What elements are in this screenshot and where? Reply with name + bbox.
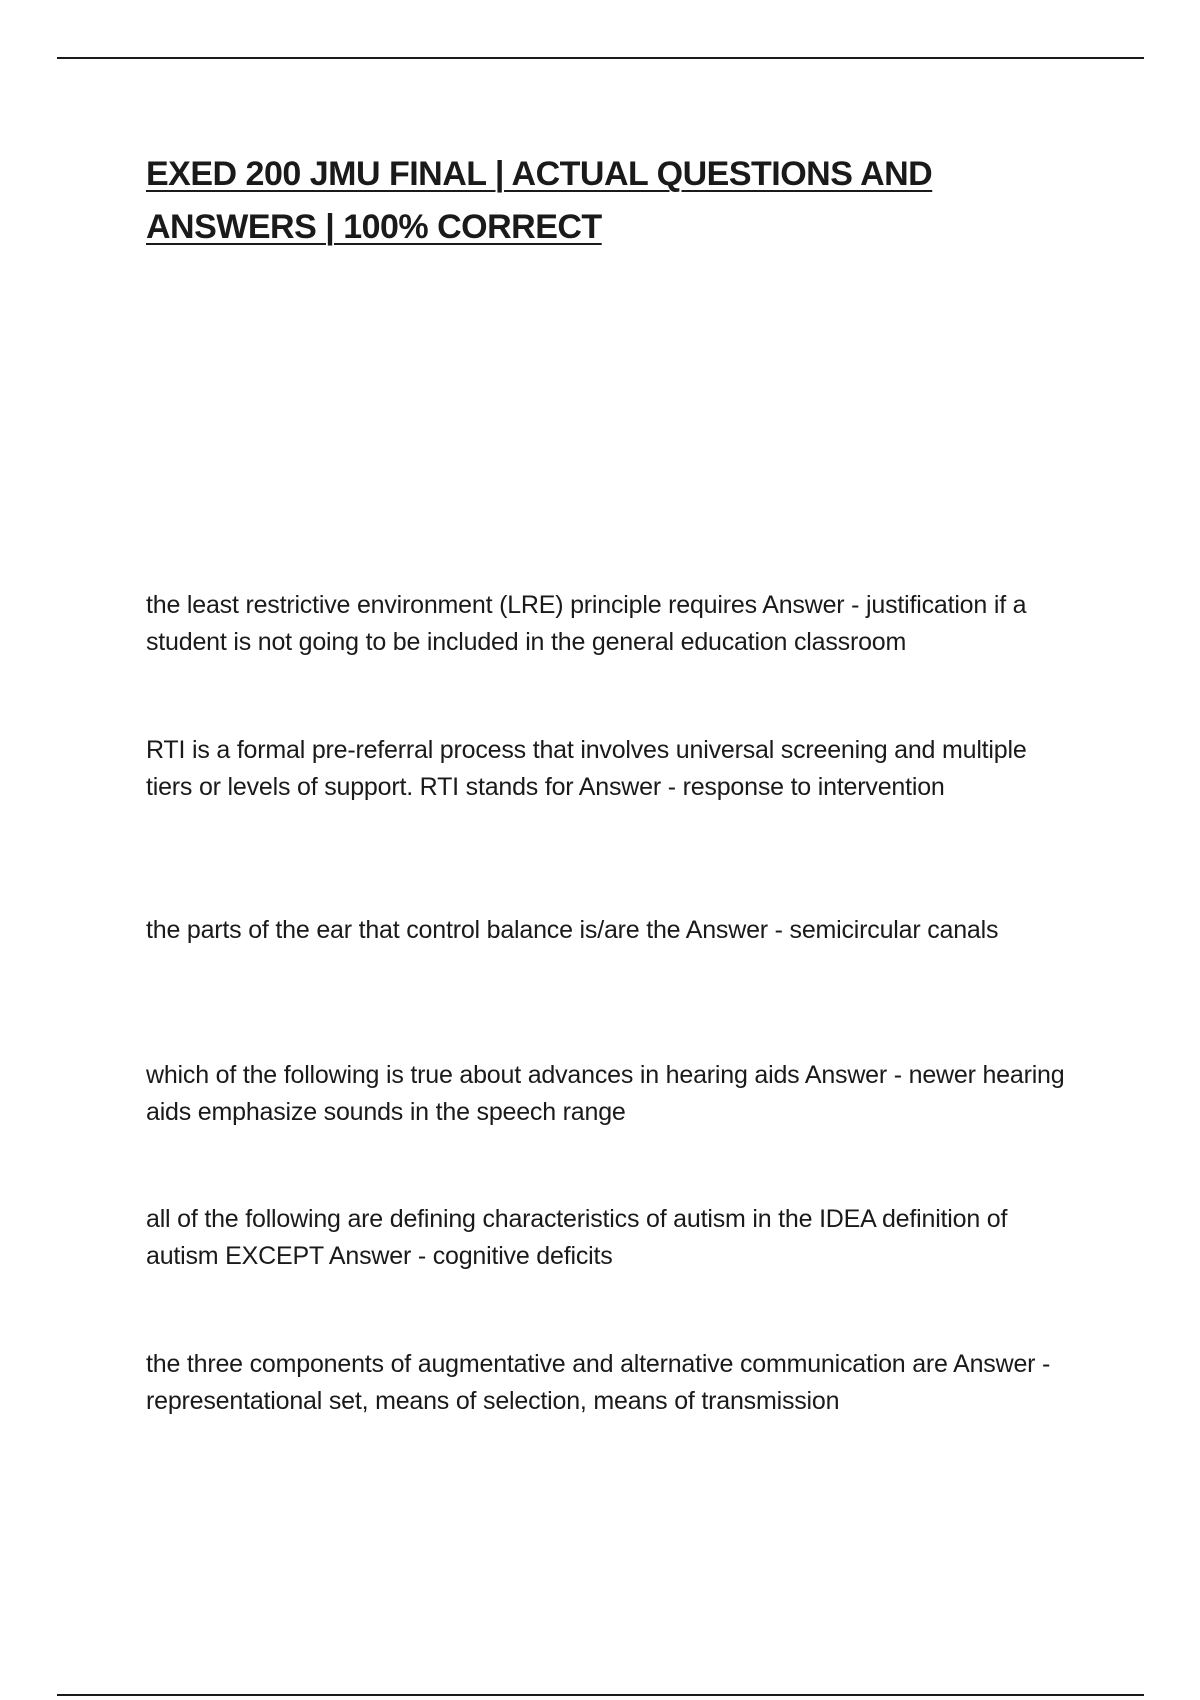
qa-item-autism: all of the following are defining characteristics of autism in the IDEA definition of autism EXCEPT Answer - cognitive deficits bbox=[146, 1205, 1008, 1270]
qa-item-ear-balance: the parts of the ear that control balance is/are the Answer - semicircular canals bbox=[146, 916, 999, 944]
qa-item-lre: the least restrictive environment (LRE) principle requires Answer - justification if a student is not going to be included in the general education classroom bbox=[146, 591, 1027, 656]
qa-item-hearing-aids: which of the following is true about advances in hearing aids Answer - newer hearing aids emphasize sounds in the speech range bbox=[146, 1061, 1065, 1126]
footer-rule bbox=[57, 1694, 1144, 1696]
document-title: EXED 200 JMU FINAL | ACTUAL QUESTIONS AND ANSWERS | 100% CORRECT bbox=[146, 155, 933, 246]
qa-item-rti: RTI is a formal pre-referral process that involves universal screening and multiple tiers or levels of support. RTI stands for Answer - response to intervention bbox=[146, 736, 1027, 801]
header-rule bbox=[57, 57, 1144, 59]
qa-item-aac: the three components of augmentative and alternative communication are Answer - representational set, means of selection, means of transmission bbox=[146, 1350, 1051, 1415]
